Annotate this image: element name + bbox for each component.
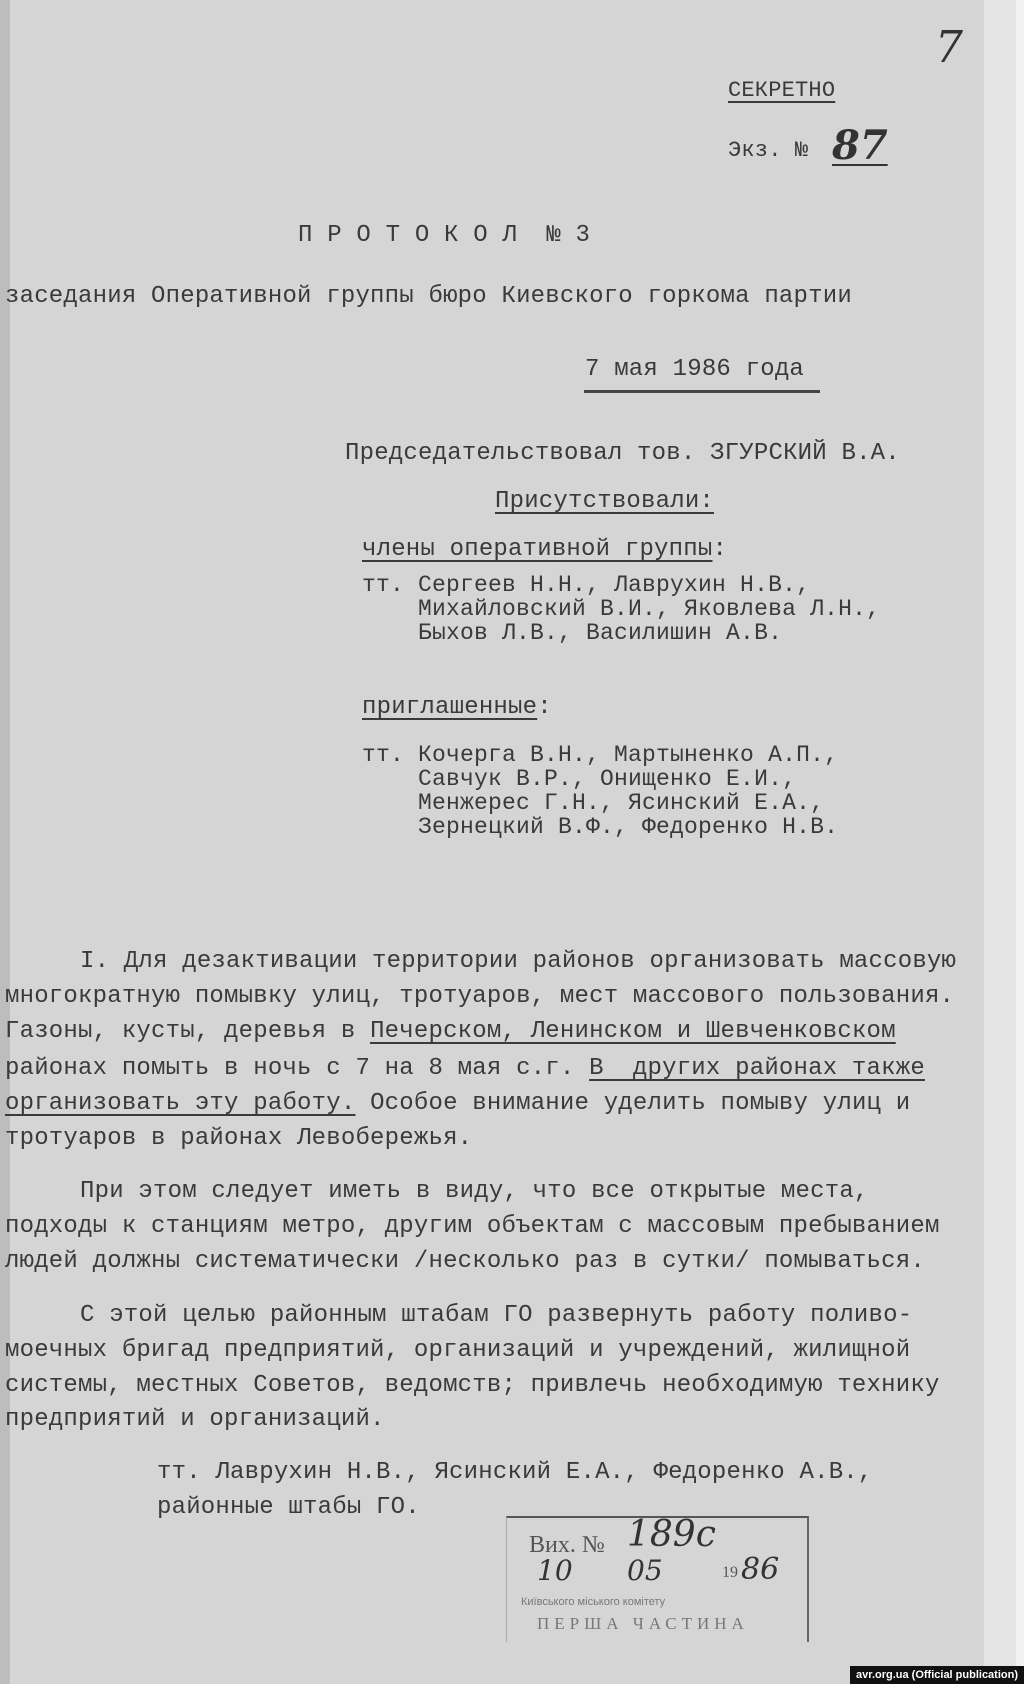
paragraph2-line: При этом следует иметь в виду, что все открытые места, [80,1178,869,1205]
invited-line: Менжерес Г.Н., Ясинский Е.А., [362,790,825,816]
paragraph1-line [5,1020,896,1044]
page-number: 7 [935,22,963,73]
copy-number: 87 [832,122,888,169]
paragraph3-line: С этой целью районным штабам ГО развернуть работу поливо- [80,1302,913,1329]
responsible-line: районные штабы ГО. [157,1494,420,1521]
underlined-districts: Печерском, Ленинском и Шевченковском [370,1018,896,1045]
stamp-year: 86 [741,1552,780,1587]
outgoing-stamp [506,1516,809,1642]
stamp-section: ПЕРША ЧАСТИНА [537,1614,749,1633]
invited-line: Савчук В.Р., Онищенко Е.И., [362,766,797,792]
stamp-day: 10 [537,1554,573,1587]
paragraph1-line: тротуаров в районах Левобережья. [5,1125,473,1152]
members-heading-row: члены оперативной группы: [362,536,728,563]
invited-heading: приглашенные [362,694,538,721]
present-heading: Присутствовали: [495,488,715,515]
underlined-text: организовать эту работу. [5,1090,356,1117]
classification-mark: СЕКРЕТНО [728,78,836,103]
members-line: Михайловский В.И., Яковлева Л.Н., [362,596,881,622]
stamp-month: 05 [627,1554,663,1587]
scan-margin [984,0,1016,1684]
paragraph3-line: системы, местных Советов, ведомств; привлечь необходимую технику [5,1372,940,1399]
paragraph1-line [5,1057,925,1081]
invited-line: Зернецкий В.Ф., Федоренко Н.В. [362,814,839,840]
paragraph1-line: многократную помывку улиц, тротуаров, мест массового пользования. [5,983,955,1010]
paragraph1-line: I. Для дезактивации территории районов организовать массовую [80,948,957,975]
members-line: Быхов Л.В., Василишин А.В. [362,620,783,646]
document-title: П Р О Т О К О Л № 3 [298,222,591,249]
stamp-year-prefix: 19 [722,1564,738,1581]
stamp-org: Київського міського комітету [521,1596,666,1608]
stamp-label: Вих. № [529,1532,605,1558]
invited-heading-row: приглашенные: [362,694,552,721]
date-underline [584,390,820,393]
members-heading: члены оперативной группы [362,536,713,563]
paragraph2-line: людей должны систематически /несколько раз в сутки/ помываться. [5,1248,925,1275]
stamp-number: 189с [627,1514,716,1555]
source-credit: avr.org.ua (Official publication) [850,1666,1024,1684]
paragraph3-line: предприятий и организаций. [5,1406,385,1433]
paragraph1-line [5,1092,910,1116]
chairman: Председательствовал тов. ЗГУРСКИЙ В.А. [345,440,900,467]
members-line: тт. Сергеев Н.Н., Лаврухин Н.В., [362,572,811,598]
text-span: Газоны, кусты, деревья в [5,1018,371,1045]
responsible-line: тт. Лаврухин Н.В., Ясинский Е.А., Федоренко А.В., [157,1459,873,1486]
text-span: районах помыть в ночь с 7 на 8 мая с.г. [5,1055,590,1082]
copy-label: Экз. № [728,138,809,163]
paragraph3-line: моечных бригад предприятий, организаций и учреждений, жилищной [5,1337,911,1364]
document-subtitle: заседания Оперативной группы бюро Киевского горкома партии [5,283,852,310]
invited-line: тт. Кочерга В.Н., Мартыненко А.П., [362,742,839,768]
meeting-date: 7 мая 1986 года [585,356,805,383]
paragraph2-line: подходы к станциям метро, другим объектам с массовым пребыванием [5,1213,940,1240]
text-span: Особое внимание уделить помыву улиц и [355,1090,911,1117]
underlined-text: В других районах также [589,1055,925,1082]
